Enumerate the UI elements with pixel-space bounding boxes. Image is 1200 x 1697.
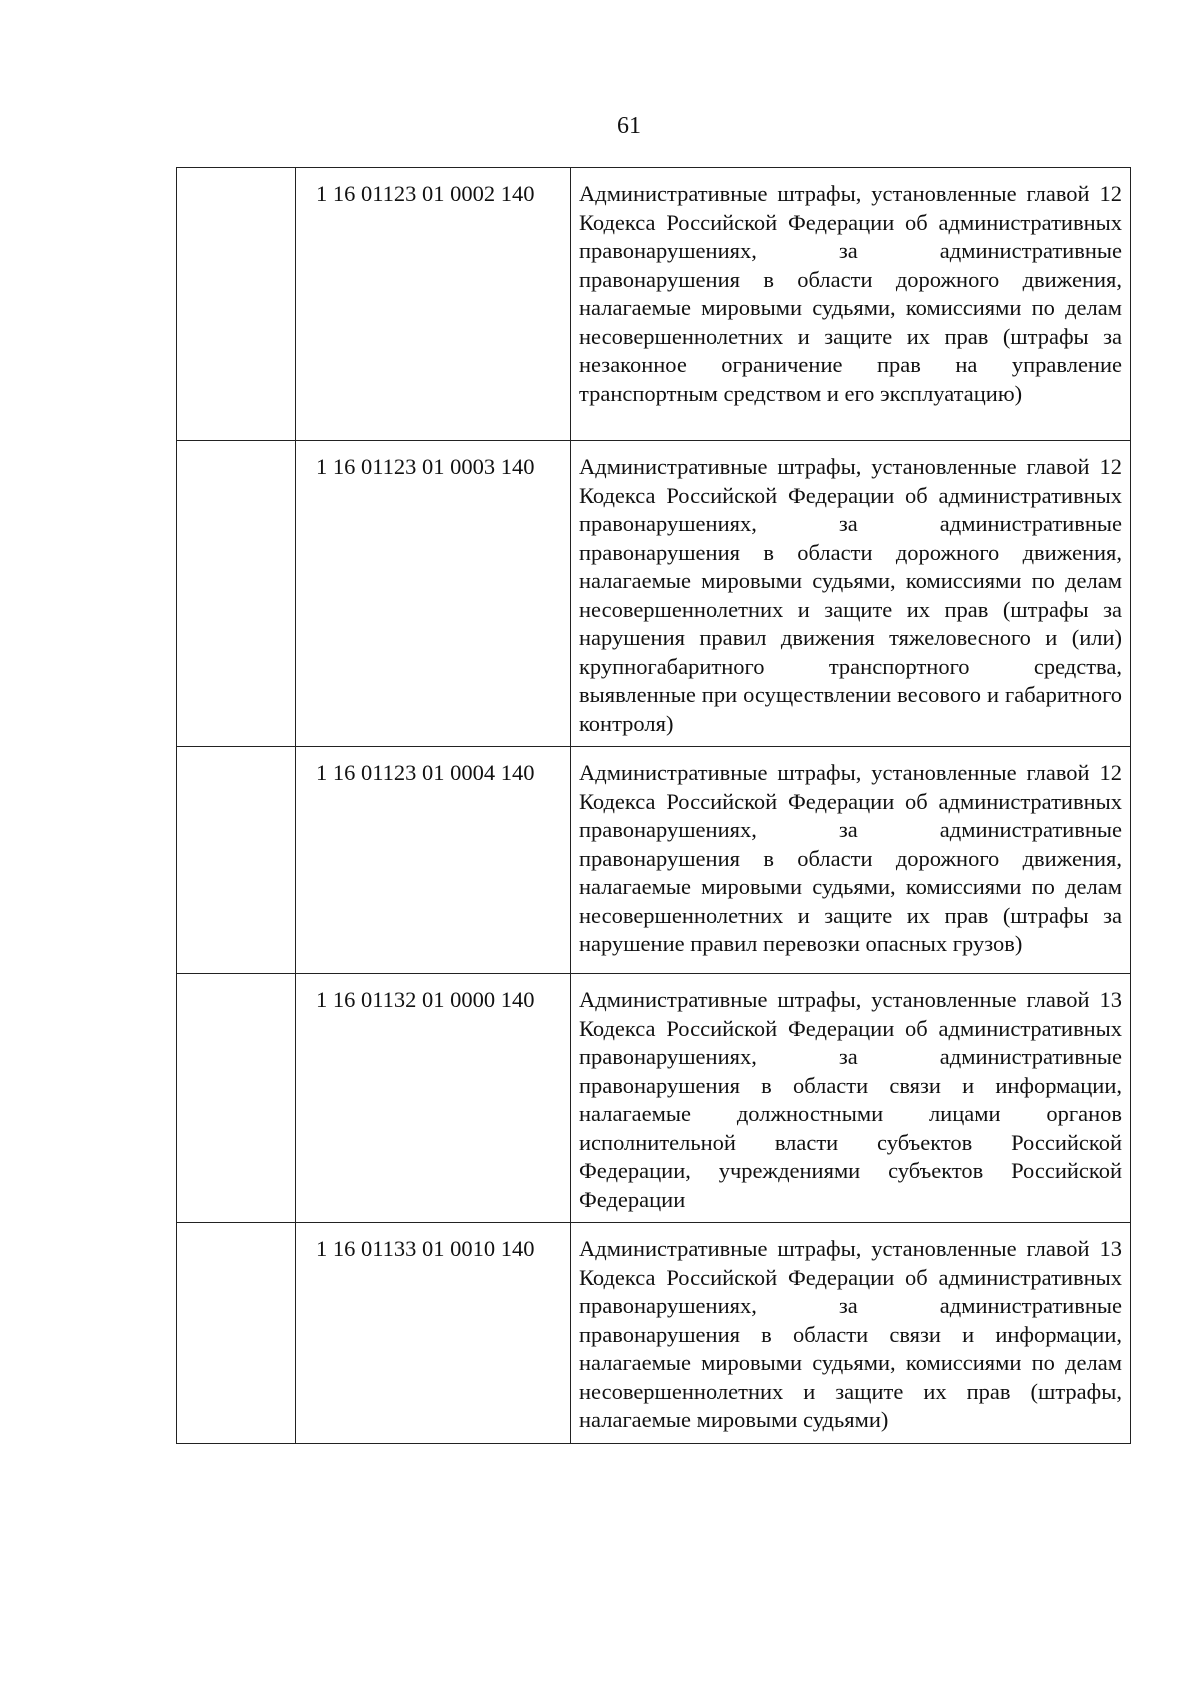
table-row xyxy=(177,441,1131,747)
classification-code: 1 16 01123 01 0003 140 xyxy=(296,441,571,747)
code-description: Административные штрафы, установленные главой 12 Кодекса Российской Федерации об административных правонарушениях, за административные правонарушения в области дорожного движения, налагаемые мировыми судьями, комиссиями по делам несовершеннолетних и защите их прав (штрафы за нарушения правил движения тяжеловесного и (или) крупногабаритного транспортного средства, выявленные при осуществлении весового и габаритного контроля) xyxy=(571,441,1131,747)
budget-classification-table xyxy=(176,167,1131,1444)
classification-code: 1 16 01132 01 0000 140 xyxy=(296,974,571,1223)
classification-code: 1 16 01123 01 0004 140 xyxy=(296,747,571,974)
table-row xyxy=(177,168,1131,441)
blank-cell xyxy=(177,441,296,747)
code-description: Административные штрафы, установленные главой 13 Кодекса Российской Федерации об административных правонарушениях, за административные правонарушения в области связи и информации, налагаемые мировыми судьями, комиссиями по делам несовершеннолетних и защите их прав (штрафы, налагаемые мировыми судьями) xyxy=(571,1223,1131,1444)
table-row xyxy=(177,747,1131,974)
table-row xyxy=(177,974,1131,1223)
table-row xyxy=(177,1223,1131,1444)
code-description: Административные штрафы, установленные главой 13 Кодекса Российской Федерации об административных правонарушениях, за административные правонарушения в области связи и информации, налагаемые должностными лицами органов исполнительной власти субъектов Российской Федерации, учреждениями субъектов Российской Федерации xyxy=(571,974,1131,1223)
budget-classification-table-wrap xyxy=(176,167,1130,1444)
blank-cell xyxy=(177,974,296,1223)
blank-cell xyxy=(177,1223,296,1444)
classification-code: 1 16 01123 01 0002 140 xyxy=(296,168,571,441)
code-description: Административные штрафы, установленные главой 12 Кодекса Российской Федерации об административных правонарушениях, за административные правонарушения в области дорожного движения, налагаемые мировыми судьями, комиссиями по делам несовершеннолетних и защите их прав (штрафы за незаконное ограничение прав на управление транспортным средством и его эксплуатацию) xyxy=(571,168,1131,441)
code-description: Административные штрафы, установленные главой 12 Кодекса Российской Федерации об административных правонарушениях, за административные правонарушения в области дорожного движения, налагаемые мировыми судьями, комиссиями по делам несовершеннолетних и защите их прав (штрафы за нарушение правил перевозки опасных грузов) xyxy=(571,747,1131,974)
blank-cell xyxy=(177,747,296,974)
classification-code: 1 16 01133 01 0010 140 xyxy=(296,1223,571,1444)
page-number: 61 xyxy=(617,113,641,139)
blank-cell xyxy=(177,168,296,441)
